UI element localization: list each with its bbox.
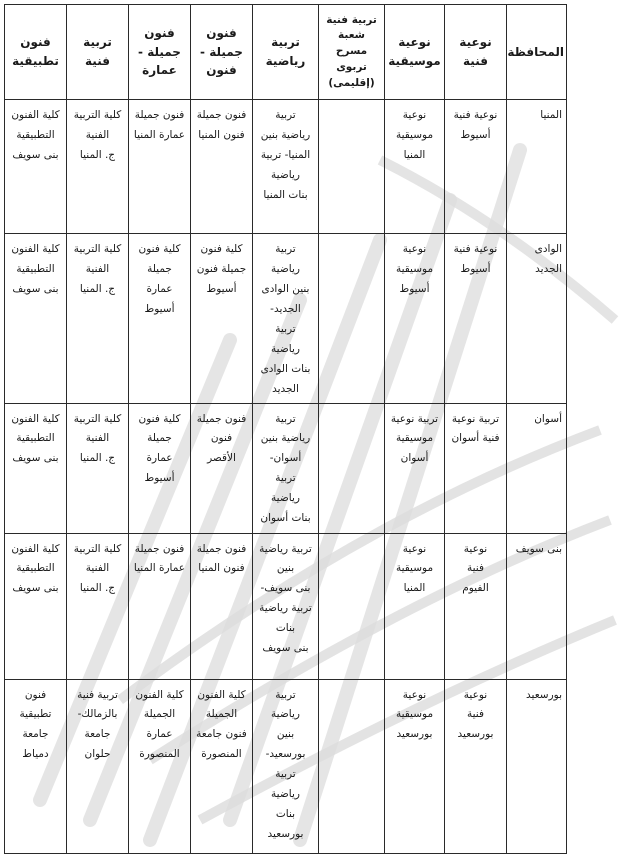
cell-funun-jamila-imara: كلية الفنون الجميلة عمارة المنصورة <box>129 679 191 853</box>
cell-shoaba-masrah <box>319 234 385 404</box>
cell-governorate: بنى سويف <box>507 533 567 679</box>
header-tarbiya-riyadiya: تربية رياضية <box>253 5 319 100</box>
cell-funun-tatbiqiya: كلية الفنون التطبيقية بنى سويف <box>5 100 67 234</box>
cell-nawaia-fanniya: تربية نوعية فنية أسوان <box>445 403 507 533</box>
cell-funun-jamila-funun: فنون جميلة فنون الأقصر <box>191 403 253 533</box>
table-row <box>5 533 567 679</box>
table-row <box>5 234 567 404</box>
header-funun-jamila-funun: فنون جميلة - فنون <box>191 5 253 100</box>
header-nawaia-musiqiya: نوعية موسيقية <box>385 5 445 100</box>
cell-funun-jamila-imara: فنون جميلة عمارة المنيا <box>129 533 191 679</box>
cell-funun-tatbiqiya: كلية الفنون التطبيقية بنى سويف <box>5 403 67 533</box>
cell-nawaia-musiqiya: نوعية موسيقية المنيا <box>385 100 445 234</box>
cell-nawaia-fanniya: نوعية فنية أسيوط <box>445 234 507 404</box>
cell-shoaba-masrah <box>319 533 385 679</box>
cell-nawaia-fanniya: نوعية فنية الفيوم <box>445 533 507 679</box>
cell-tarbiya-riyadiya: تربية رياضية بنين المنيا- تربية رياضية بنات المنيا <box>253 100 319 234</box>
cell-nawaia-musiqiya: نوعية موسيقية أسيوط <box>385 234 445 404</box>
table-row <box>5 100 567 234</box>
cell-tarbiya-fanniya: تربية فنية بالزمالك- جامعة حلوان <box>67 679 129 853</box>
header-shoaba-masrah: تربية فنية شعبة مسرح تربوى (إقليمى) <box>319 5 385 100</box>
cell-nawaia-musiqiya: تربية نوعية موسيقية أسوان <box>385 403 445 533</box>
cell-funun-jamila-funun: فنون جميلة فنون المنيا <box>191 533 253 679</box>
cell-funun-jamila-imara: فنون جميلة عمارة المنيا <box>129 100 191 234</box>
cell-tarbiya-fanniya: كلية التربية الفنية ج. المنيا <box>67 533 129 679</box>
cell-nawaia-musiqiya: نوعية موسيقية المنيا <box>385 533 445 679</box>
cell-nawaia-fanniya: نوعية فنية أسيوط <box>445 100 507 234</box>
cell-funun-jamila-funun: كلية فنون جميلة فنون أسيوط <box>191 234 253 404</box>
header-funun-jamila-imara: فنون جميلة - عمارة <box>129 5 191 100</box>
cell-tarbiya-riyadiya: تربية رياضية بنين أسوان- تربية رياضية بنات أسوان <box>253 403 319 533</box>
header-tarbiya-fanniya: تربية فنية <box>67 5 129 100</box>
cell-tarbiya-fanniya: كلية التربية الفنية ج. المنيا <box>67 234 129 404</box>
cell-nawaia-musiqiya: نوعية موسيقية بورسعيد <box>385 679 445 853</box>
header-governorate: المحافظة <box>507 5 567 100</box>
specializations-table <box>4 4 567 854</box>
cell-governorate: بورسعيد <box>507 679 567 853</box>
cell-tarbiya-riyadiya: تربية رياضية بنين بنى سويف- تربية رياضية بنات بنى سويف <box>253 533 319 679</box>
cell-funun-jamila-funun: كلية الفنون الجميلة فنون جامعة المنصورة <box>191 679 253 853</box>
table-row <box>5 403 567 533</box>
cell-funun-jamila-funun: فنون جميلة فنون المنيا <box>191 100 253 234</box>
cell-tarbiya-fanniya: كلية التربية الفنية ج. المنيا <box>67 100 129 234</box>
header-row <box>5 5 567 100</box>
header-funun-tatbiqiya: فنون تطبيقية <box>5 5 67 100</box>
cell-tarbiya-riyadiya: تربية رياضية بنين بورسعيد- تربية رياضية بنات بورسعيد <box>253 679 319 853</box>
cell-governorate: أسوان <box>507 403 567 533</box>
cell-governorate: المنيا <box>507 100 567 234</box>
cell-shoaba-masrah <box>319 403 385 533</box>
cell-shoaba-masrah <box>319 679 385 853</box>
cell-funun-tatbiqiya: كلية الفنون التطبيقية بنى سويف <box>5 533 67 679</box>
cell-nawaia-fanniya: نوعية فنية بورسعيد <box>445 679 507 853</box>
cell-tarbiya-riyadiya: تربية رياضية بنين الوادى الجديد- تربية رياضية بنات الوادى الجديد <box>253 234 319 404</box>
cell-funun-jamila-imara: كلية فنون جميلة عمارة أسيوط <box>129 403 191 533</box>
cell-shoaba-masrah <box>319 100 385 234</box>
table-row <box>5 679 567 853</box>
cell-funun-tatbiqiya: كلية الفنون التطبيقية بنى سويف <box>5 234 67 404</box>
header-nawaia-fanniya: نوعية فنية <box>445 5 507 100</box>
cell-tarbiya-fanniya: كلية التربية الفنية ج. المنيا <box>67 403 129 533</box>
cell-funun-tatbiqiya: فنون تطبيقية جامعة دمياط <box>5 679 67 853</box>
cell-governorate: الوادى الجديد <box>507 234 567 404</box>
cell-funun-jamila-imara: كلية فنون جميلة عمارة أسيوط <box>129 234 191 404</box>
